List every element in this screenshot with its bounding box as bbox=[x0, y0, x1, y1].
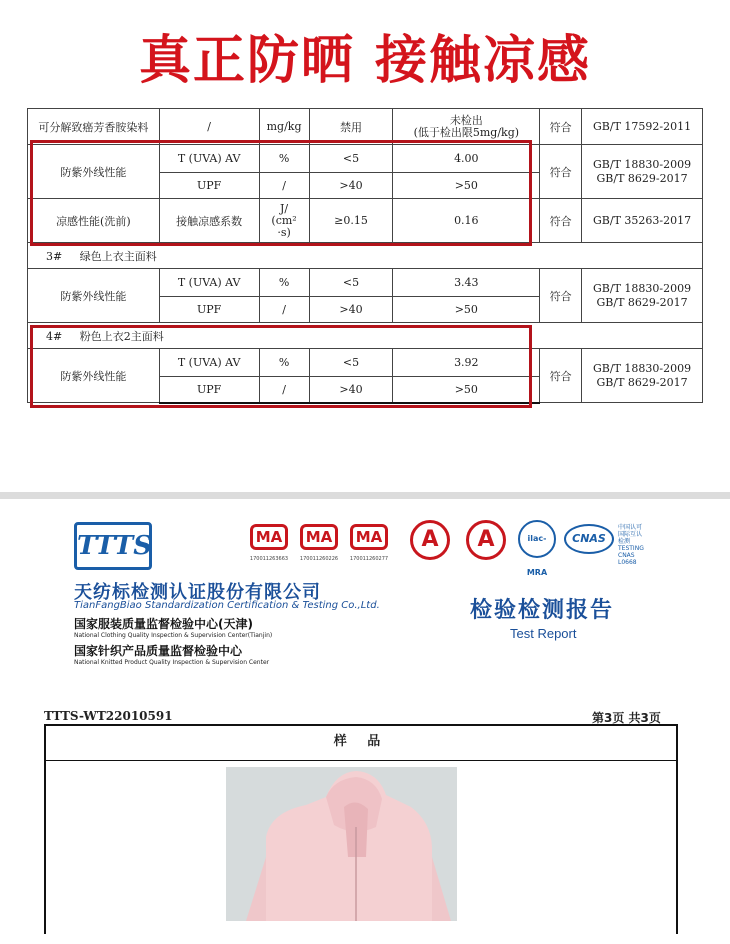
center1-en: National Clothing Quality Inspection & Supervision Center(Tianjin) bbox=[74, 632, 273, 639]
item-cell: 防紫外线性能 bbox=[28, 145, 160, 199]
report-number: TTTS-WT22010591 bbox=[44, 709, 173, 723]
cma-icon: MA bbox=[250, 524, 288, 550]
company-name-en: TianFangBiao Standardization Certification & Testing Co.,Ltd. bbox=[74, 600, 380, 611]
cma-icon: MA bbox=[300, 524, 338, 550]
cma-icon: MA bbox=[350, 524, 388, 550]
cnas-text: 中国认可 国际互认 检测 TESTING CNAS L0668 bbox=[618, 524, 644, 566]
center2-en: National Knitted Product Quality Inspection & Supervision Center bbox=[74, 659, 270, 666]
highlight-box bbox=[30, 140, 532, 246]
item-cell: 可分解致癌芳香胺染料 bbox=[28, 109, 160, 145]
item-cell: 凉感性能(洗前) bbox=[28, 199, 160, 243]
jacket-illustration bbox=[226, 767, 457, 921]
cma-mark: MA 170011260226 bbox=[300, 524, 338, 550]
item-cell: 防紫外线性能 bbox=[28, 269, 160, 323]
page-separator bbox=[0, 492, 730, 499]
cma-mark: MA 170011263663 bbox=[250, 524, 288, 550]
table-row: 防紫外线性能 T (UVA) AV % <5 4.00 符合 GB/T 18830-2009 GB/T 8629-2017 bbox=[28, 145, 703, 173]
result-text: 未检出 bbox=[449, 113, 483, 127]
headline: 真正防晒 接触凉感 bbox=[138, 31, 592, 91]
table-row: 可分解致癌芳香胺染料 / mg/kg 禁用 未检出 (低于检出限5mg/kg) 符合 GB/T 17592-2011 bbox=[28, 109, 703, 145]
highlight-box bbox=[30, 325, 532, 408]
item-cell: 防紫外线性能 bbox=[28, 349, 160, 403]
cal-icon: A bbox=[410, 520, 450, 560]
table-row: UPF / >40 >50 bbox=[28, 173, 703, 199]
center2-cn: 国家针织产品质量监督检验中心 bbox=[74, 644, 243, 658]
section-name: 绿色上衣主面料 bbox=[79, 249, 157, 263]
center1-cn: 国家服装质量监督检验中心(天津) bbox=[74, 617, 253, 631]
report-title-en: Test Report bbox=[510, 626, 577, 641]
ttts-logo: TTTS bbox=[74, 522, 152, 570]
sample-photo bbox=[226, 767, 457, 921]
company-name-cn: 天纺标检测认证股份有限公司 bbox=[74, 582, 321, 603]
cma-mark: MA 170011260277 bbox=[350, 524, 388, 550]
ilac-icon: ilac-MRA bbox=[518, 520, 556, 558]
table-row: 防紫外线性能 T (UVA) AV % <5 3.43 符合 GB/T 18830-2009 GB/T 8629-2017 bbox=[28, 269, 703, 297]
cal-icon: A bbox=[466, 520, 506, 560]
table-row: 凉感性能(洗前) 接触凉感系数 J/ (cm² ·s) ≥0.15 0.16 符合 GB/T 35263-2017 bbox=[28, 199, 703, 243]
report-title-cn: 检验检测报告 bbox=[470, 598, 615, 623]
table-row: UPF / >40 >50 bbox=[28, 377, 703, 403]
result-note: (低于检出限5mg/kg) bbox=[413, 125, 520, 139]
table-row: UPF / >40 >50 bbox=[28, 297, 703, 323]
page-indicator: 第3页 共3页 bbox=[592, 711, 661, 725]
table-row: 防紫外线性能 T (UVA) AV % <5 3.92 符合 GB/T 18830-2009 GB/T 8629-2017 bbox=[28, 349, 703, 377]
cnas-icon: CNAS bbox=[564, 524, 614, 554]
section-no: 3# bbox=[46, 249, 63, 263]
section-row bbox=[28, 243, 703, 269]
section-name: 粉色上衣2主面料 bbox=[79, 329, 164, 343]
sample-heading: 样 品 bbox=[44, 724, 678, 761]
section-no: 4# bbox=[46, 329, 63, 343]
